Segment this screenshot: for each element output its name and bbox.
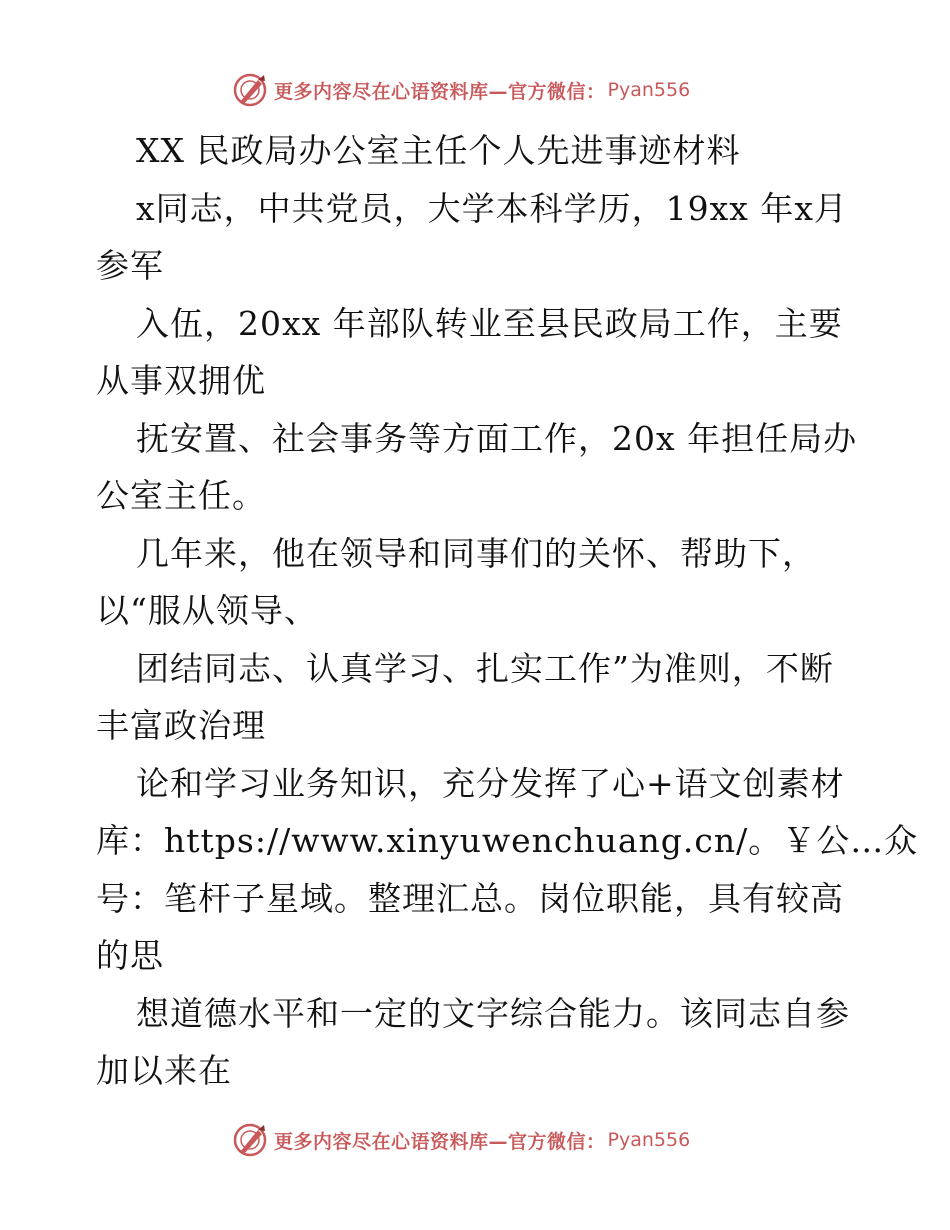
watermark-footer [232,1122,690,1158]
text-line: 以“服从领导、 [96,591,318,630]
document-body [96,122,919,1100]
text-line: 参军 [96,246,164,285]
text-line: 入伍，20xx 年部队转业至县民政局工作，主要 [136,303,843,343]
text-line: 库：https://www.xinyuwenchuang.cn/。￥公…众 [96,821,919,860]
text-line: 公室主任。 [96,476,266,515]
quill-logo-icon [232,1122,268,1158]
text-line: 的思 [96,936,164,975]
watermark-wechat-id: Pyan556 [607,79,691,101]
text-line: 想道德水平和一定的文字综合能力。该同志自参 [136,993,850,1033]
text-line: 丰富政治理 [96,706,266,745]
watermark-text: 更多内容尽在心语资料库—官方微信： [274,80,606,103]
text-line: 论和学习业务知识，充分发挥了心+语文创素材 [136,763,845,803]
text-line: 加以来在 [96,1051,232,1090]
watermark-text: 更多内容尽在心语资料库—官方微信： [274,1130,606,1153]
text-line: 抚安置、社会事务等方面工作，20x 年担任局办 [136,418,858,458]
text-line: x同志，中共党员，大学本科学历，19xx 年x月 [136,188,848,228]
document-title: XX 民政局办公室主任个人先进事迹材料 [136,131,741,170]
text-line: 几年来，他在领导和同事们的关怀、帮助下， [136,533,816,573]
quill-logo-icon [232,72,268,108]
text-line: 团结同志、认真学习、扎实工作”为准则，不断 [136,648,834,688]
watermark-wechat-id: Pyan556 [607,1129,691,1151]
watermark-header [232,72,690,108]
text-line: 从事双拥优 [96,361,266,400]
text-line: 号：笔杆子星域。整理汇总。岗位职能，具有较高 [96,878,844,918]
